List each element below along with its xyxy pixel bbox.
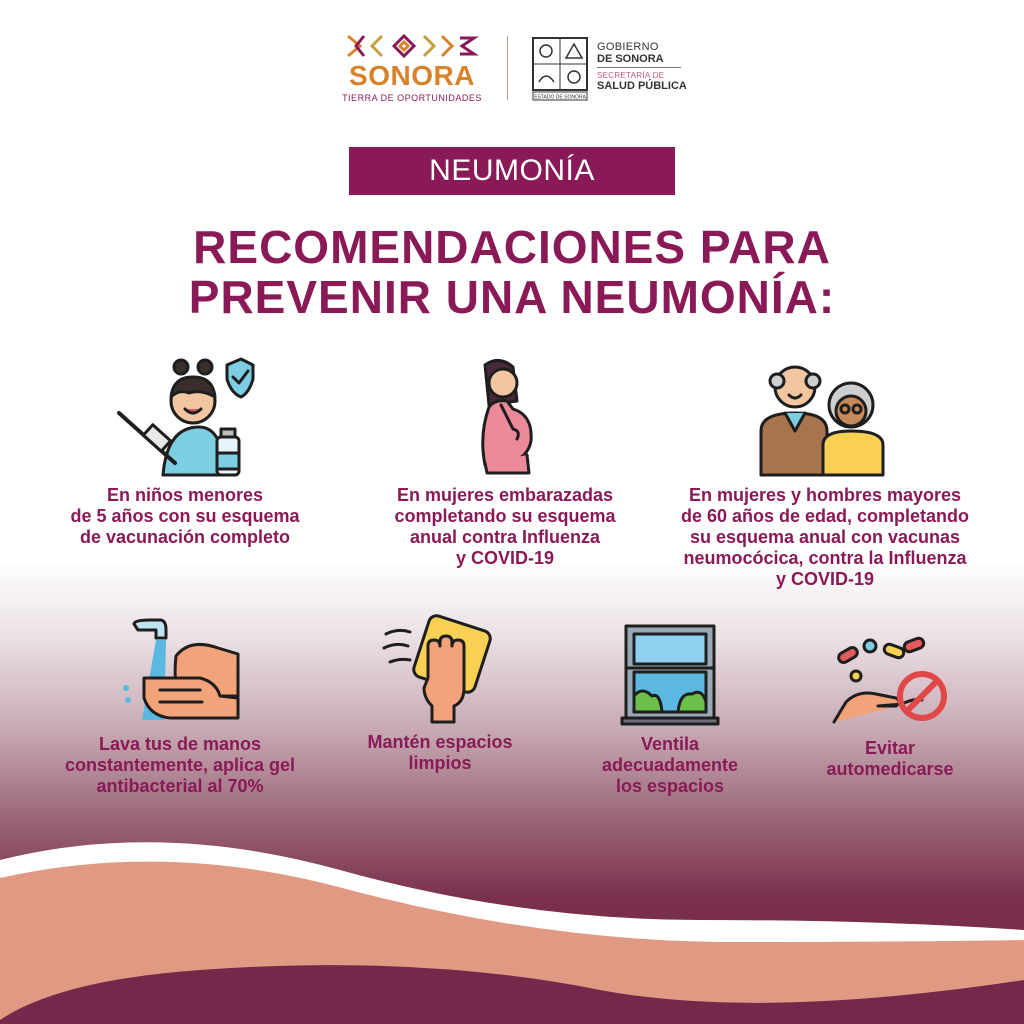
recommendation-text-ventilate: Ventila adecuadamente los espacios xyxy=(601,734,739,796)
brand-tagline: TIERRA DE OPORTUNIDADES xyxy=(342,93,482,103)
brand-word: SONORA xyxy=(349,60,475,91)
cleaning-hand-icon xyxy=(380,612,500,724)
recommendation-text-self-medication: Evitar automedicarse xyxy=(826,738,954,779)
window-icon xyxy=(620,622,720,726)
recommendation-text-clean: Mantén espacios limpios xyxy=(367,732,513,773)
header-divider xyxy=(507,36,508,100)
state-crest-icon xyxy=(530,36,590,102)
gov-line-1: GOBIERNO xyxy=(597,41,659,53)
gov-line-4: SALUD PÚBLICA xyxy=(597,80,687,92)
page-title xyxy=(0,222,1024,322)
recommendation-card-elderly xyxy=(640,355,1010,590)
topic-badge: NEUMONÍA xyxy=(349,147,675,195)
recommendation-text-pregnant: En mujeres embarazadas completando su esquema anual contra Influenza y COVID-19 xyxy=(394,485,616,568)
recommendation-text-elderly: En mujeres y hombres mayores de 60 años de edad, completando su esquema anual con vacunas neumocócica, contra la Influenza y COVID-19 xyxy=(680,485,970,589)
recommendation-card-children xyxy=(30,355,340,548)
government-logo-text xyxy=(597,41,687,92)
crest-caption: ESTADO DE SONORA xyxy=(534,94,586,101)
recommendation-card-self-medication xyxy=(790,636,990,780)
recommendation-text-children: En niños menores de 5 años con su esquema de vacunación completo xyxy=(70,485,300,547)
gov-line-2: DE SONORA xyxy=(597,53,664,65)
title-line-1: RECOMENDACIONES PARA xyxy=(193,221,831,273)
recommendation-card-pregnant xyxy=(345,355,665,569)
gov-rule xyxy=(597,67,681,68)
gov-line-3: SECRETARÍA DE xyxy=(597,71,665,80)
bottom-wave-decoration xyxy=(0,830,1024,1024)
elderly-couple-icon xyxy=(755,355,895,479)
recommendation-card-ventilate xyxy=(570,622,770,797)
sonora-logo xyxy=(332,30,492,106)
sonora-pattern-icon xyxy=(342,32,482,60)
title-line-2: PREVENIR UNA NEUMONÍA: xyxy=(188,271,836,323)
recommendation-card-clean xyxy=(340,612,540,774)
recommendation-card-handwashing xyxy=(30,618,330,797)
recommendation-text-handwashing: Lava tus de manos constantemente, aplica gel antibacterial al 70% xyxy=(64,734,296,796)
hand-washing-icon xyxy=(120,618,240,726)
child-vaccine-icon xyxy=(115,355,255,479)
no-self-medication-icon xyxy=(830,636,950,726)
pregnant-woman-icon xyxy=(455,355,555,479)
